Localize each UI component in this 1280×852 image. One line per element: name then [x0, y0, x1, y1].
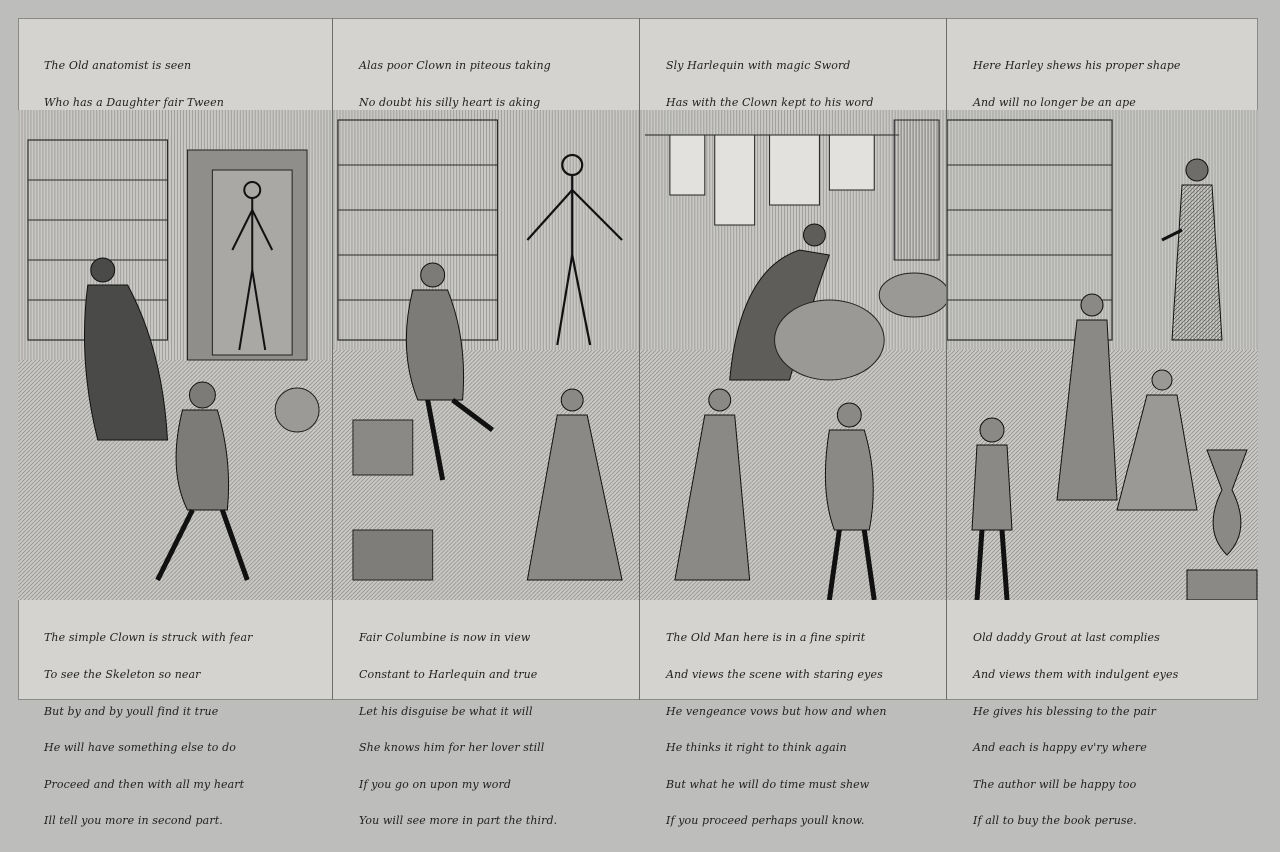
panel-1 — [18, 18, 333, 828]
panel-3 — [640, 18, 947, 828]
panel-4 — [947, 18, 1258, 828]
panel-1-top-verse: The Old anatomist is seen Who has a Daughter fair Tween — [44, 59, 224, 110]
panel-4-scene — [947, 110, 1258, 600]
engraving-sheet — [18, 18, 1258, 828]
wash-tub — [775, 300, 885, 380]
panel-3-bottom-verse: The Old Man here is in a fine spirit And views the scene with staring eyes He vengeance vows but how and when He thinks it right to think again But what he will do time must shew If you proceed perhaps youll know. — [666, 631, 887, 828]
panel-4-bottom-verse: Old daddy Grout at last complies And views them with indulgent eyes He gives his blessing to the pair And each is happy ev'ry where The author will be happy too If all to buy the book peruse. — [973, 631, 1179, 828]
panel-2-scene — [333, 110, 639, 600]
mortar — [353, 420, 413, 475]
panel-1-bottom-verse: The simple Clown is struck with fear To see the Skeleton so near But by and by youll find it true He will have something else to do Proceed and then with all my heart Ill tell you more in second part. — [44, 631, 253, 828]
panel-3-scene — [640, 110, 946, 600]
globe — [275, 388, 319, 432]
panel-1-scene — [18, 110, 332, 600]
leaded-window — [894, 120, 939, 260]
panel-2-bottom-verse: Fair Columbine is now in view Constant to Harlequin and true Let his disguise be what it will She knows him for her lover still If you go on upon my word You will see more in part the third. — [359, 631, 558, 828]
panel-4-top-verse: Here Harley shews his proper shape And will no longer be an ape — [973, 59, 1181, 110]
panel-2 — [333, 18, 640, 828]
small-tub — [879, 273, 946, 317]
panel-2-top-verse: Alas poor Clown in piteous taking No doubt his silly heart is aking — [359, 59, 551, 110]
chest — [353, 530, 433, 580]
panel-3-top-verse: Sly Harlequin with magic Sword Has with the Clown kept to his word — [666, 59, 874, 110]
